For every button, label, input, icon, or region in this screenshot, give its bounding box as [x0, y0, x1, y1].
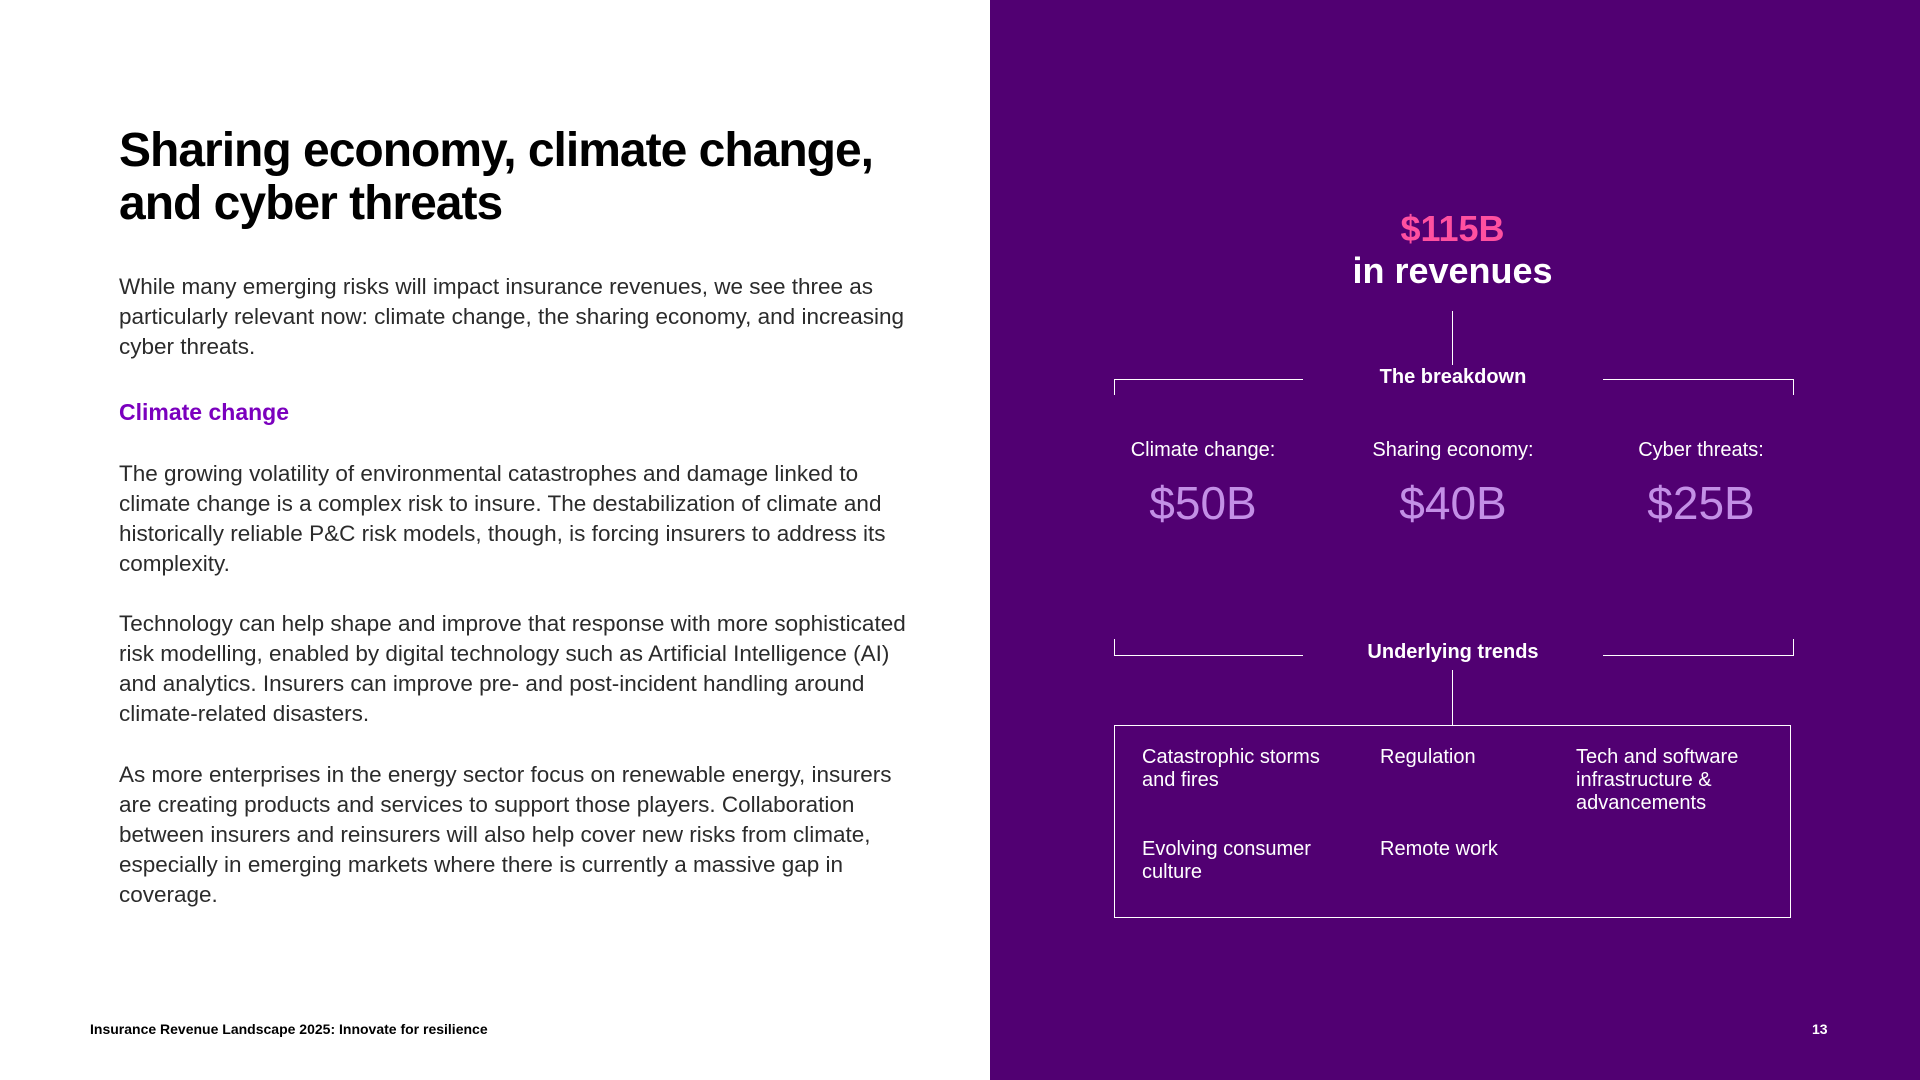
- category-label-sharing: Sharing economy:: [1372, 439, 1534, 461]
- trends-label: Underlying trends: [1303, 641, 1603, 664]
- trend-item: Remote work: [1380, 838, 1498, 860]
- trend-item: Catastrophic storms and fires: [1142, 746, 1320, 791]
- category-value-sharing: $40B: [1399, 477, 1507, 529]
- category-label-cyber: Cyber threats:: [1638, 439, 1764, 461]
- page-title: Sharing economy, climate change, and cyber threats: [119, 124, 873, 230]
- total-revenue-label: in revenues: [1352, 250, 1553, 291]
- connector-line-top: [1452, 311, 1453, 365]
- page-number: 13: [1812, 1021, 1828, 1037]
- trend-item: Evolving consumer culture: [1142, 838, 1311, 883]
- body-paragraph-1: The growing volatility of environmental catastrophes and damage linked to climate change is a complex risk to insure. The destabilization of climate and historically reliable P&C risk models, though, is forcing insurers to address its complexity.: [119, 461, 886, 576]
- connector-line-bottom: [1452, 670, 1453, 725]
- trend-item: Regulation: [1380, 746, 1476, 768]
- breakdown-bracket-left-tick: [1114, 379, 1115, 395]
- footer-title: Insurance Revenue Landscape 2025: Innovate for resilience: [90, 1021, 488, 1037]
- category-label-climate: Climate change:: [1130, 439, 1276, 461]
- breakdown-bracket-right-tick: [1793, 379, 1794, 395]
- revenue-panel: [990, 0, 1920, 1080]
- section-heading: Climate change: [119, 399, 289, 425]
- category-value-climate: $50B: [1149, 477, 1257, 529]
- intro-paragraph: While many emerging risks will impact insurance revenues, we see three as particularly relevant now: climate change, the sharing economy, and increasing cyber threats.: [119, 274, 905, 359]
- trends-bracket-right-tick: [1793, 639, 1794, 655]
- body-paragraph-3: As more enterprises in the energy sector focus on renewable energy, insurers are creating products and services to support those players. Collaboration between insurers and reinsurers will also help cover new risks from climate, especially in emerging markets where there is currently a massive gap in coverage.: [119, 762, 892, 907]
- trends-bracket-left-tick: [1114, 639, 1115, 655]
- trend-item: Tech and software infrastructure & advancements: [1576, 746, 1739, 814]
- total-revenue-value: $115B: [1400, 208, 1505, 249]
- category-value-cyber: $25B: [1647, 477, 1755, 529]
- breakdown-label: The breakdown: [1303, 366, 1603, 389]
- body-paragraph-2: Technology can help shape and improve that response with more sophisticated risk modelling, enabled by digital technology such as Artificial Intelligence (AI) and analytics. Insurers can improve pre- and post-incident handling around climate-related disasters.: [119, 611, 906, 726]
